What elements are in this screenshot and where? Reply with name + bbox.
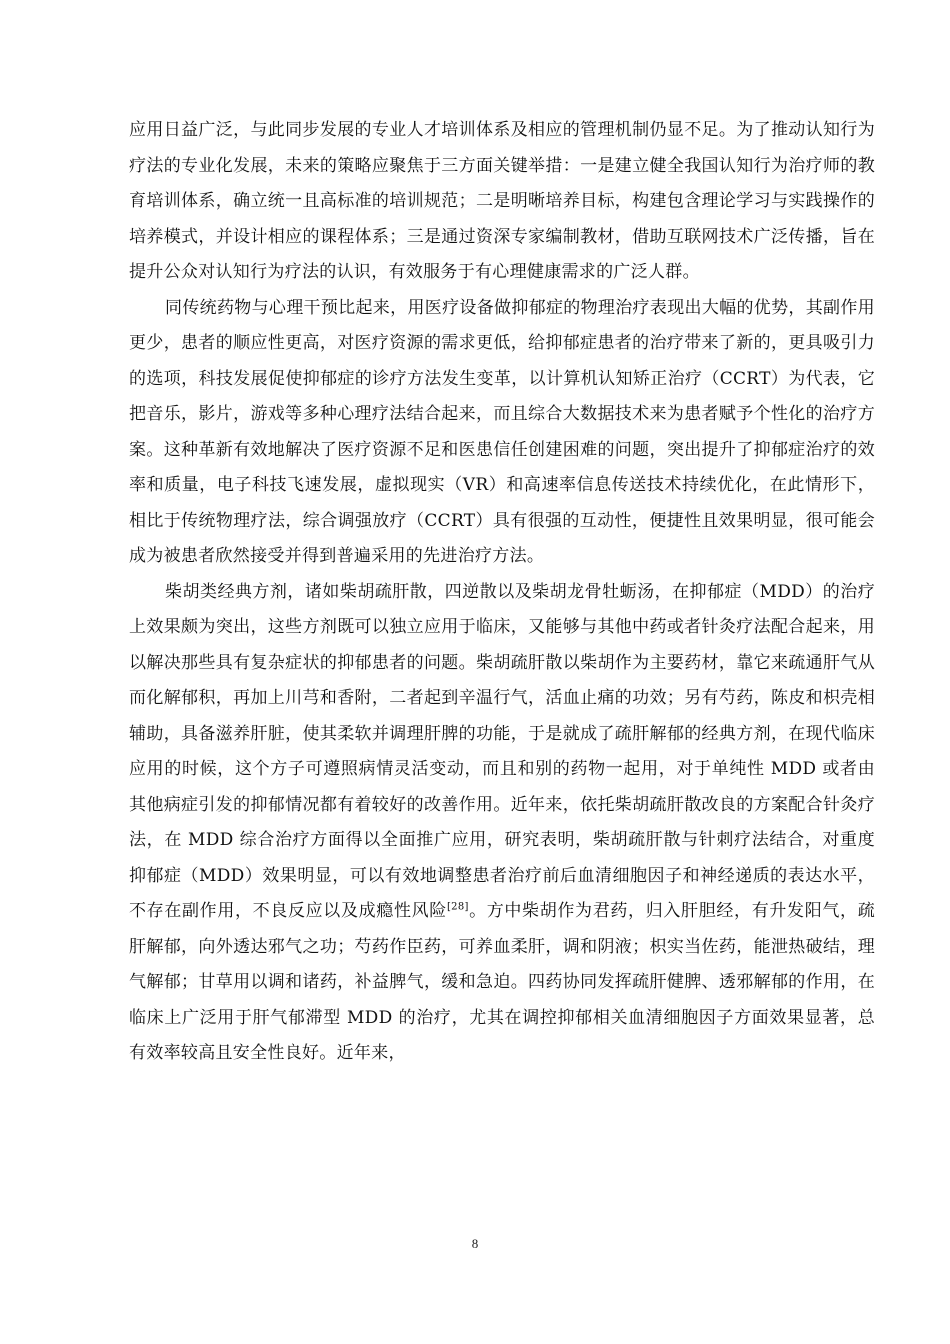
paragraph-2: 同传统药物与心理干预比起来，用医疗设备做抑郁症的物理治疗表现出大幅的优势，其副作用更少，患者的顺应性更高，对医疗资源的需求更低，给抑郁症患者的治疗带来了新的，更具吸引力的选项，科技发展促使抑郁症的诊疗方法发生变革，以计算机认知矫正治疗（CCRT）为代表，它把音乐，影片，游戏等多种心理疗法结合起来，而且综合大数据技术来为患者赋予个性化的治疗方案。这种革新有效地解决了医疗资源不足和医患信任创建困难的问题，突出提升了抑郁症治疗的效率和质量，电子科技飞速发展，虚拟现实（VR）和高速率信息传送技术持续优化，在此情形下，相比于传统物理疗法，综合调强放疗（CCRT）具有很强的互动性，便捷性且效果明显，很可能会成为被患者欣然接受并得到普遍采用的先进治疗方法。 — [129, 297, 875, 566]
paragraph-3-text-a: 柴胡类经典方剂，诸如柴胡疏肝散，四逆散以及柴胡龙骨牡蛎汤，在抑郁症（MDD）的治疗上效果颇为突出，这些方剂既可以独立应用于临床，又能够与其他中药或者针灸疗法配合起来，用以解决那些具有复杂症状的抑郁患者的问题。柴胡疏肝散以柴胡作为主要药材，靠它来疏通肝气从而化解郁积，再加上川芎和香附，二者起到辛温行气，活血止痛的功效；另有芍药，陈皮和枳壳相辅助，具备滋养肝脏，使其柔软并调理肝脾的功能，于是就成了疏肝解郁的经典方剂，在现代临床应用的时候，这个方子可遵照病情灵活变动，而且和别的药物一起用，对于单纯性 MDD 或者由其他病症引发的抑郁情况都有着较好的改善作用。近年来，依托柴胡疏肝散改良的方案配合针灸疗法，在 MDD 综合治疗方面得以全面推广应用，研究表明，柴胡疏肝散与针刺疗法结合，对重度抑郁症（MDD）效果明显，可以有效地调整患者治疗前后血清细胞因子和神经递质的表达水平，不存在副作用，不良反应以及成瘾性风险 — [129, 581, 875, 921]
paragraph-3 — [129, 575, 875, 1072]
paragraph-1: 应用日益广泛，与此同步发展的专业人才培训体系及相应的管理机制仍显不足。为了推动认知行为疗法的专业化发展，未来的策略应聚焦于三方面关键举措：一是建立健全我国认知行为治疗师的教育培训体系，确立统一且高标准的培训规范；二是明晰培养目标，构建包含理论学习与实践操作的培养模式，并设计相应的课程体系；三是通过资深专家编制教材，借助互联网技术广泛传播，旨在提升公众对认知行为疗法的认识，有效服务于有心理健康需求的广泛人群。 — [129, 120, 875, 282]
body-text — [129, 113, 875, 1072]
citation-ref: [28] — [446, 901, 469, 913]
paragraph-3-text-b: 。方中柴胡作为君药，归入肝胆经，有升发阳气，疏肝解郁，向外透达邪气之功；芍药作臣药，可养血柔肝，调和阴液；枳实当佐药，能泄热破结，理气解郁；甘草用以调和诸药，补益脾气，缓和急迫。四药协同发挥疏肝健脾、透邪解郁的作用，在临床上广泛用于肝气郁滞型 MDD 的治疗，尤其在调控抑郁相关血清细胞因子方面效果显著，总有效率较高且安全性良好。近年来， — [129, 901, 875, 1063]
page-number: 8 — [471, 1236, 479, 1251]
